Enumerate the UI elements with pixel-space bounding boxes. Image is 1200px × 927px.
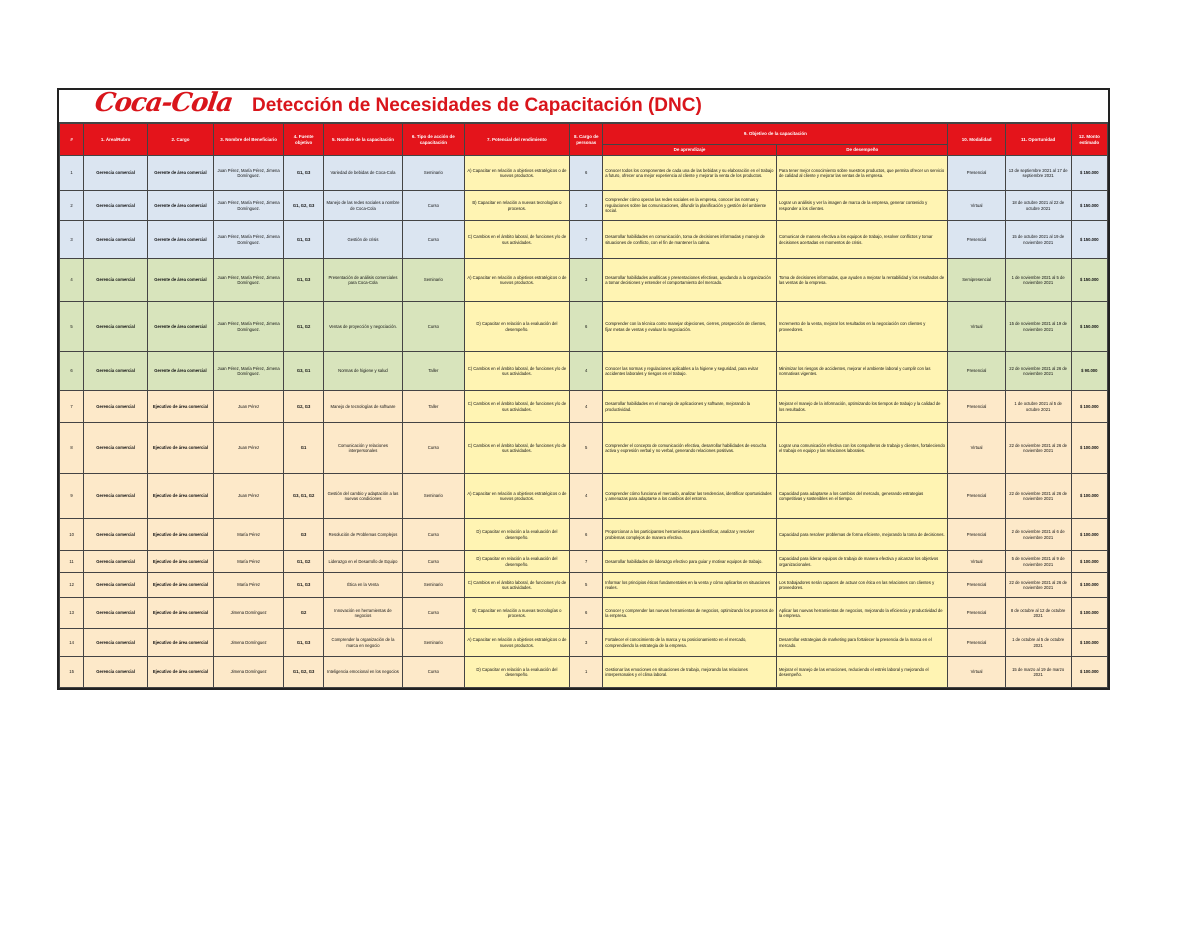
cargo-cell: Ejecutivo de área comercial xyxy=(147,598,213,629)
monto-cell: $ 150.000 xyxy=(1071,221,1107,259)
nombre-cell: Juan Pérez, María Pérez, Jimena Domínguez. xyxy=(213,221,283,259)
objetivo-desempeno-cell: Incremento de la venta, mejorar los resultados en la negociación con clientes y proveedores. xyxy=(776,302,948,352)
modalidad-cell: Presencial xyxy=(948,629,1005,657)
objetivo-desempeno-cell: Lograr una comunicación efectiva con los compañeros de trabajo y clientes, fortaleciendo el trabajo en equipo y las relaciones laborales. xyxy=(776,423,948,474)
participantes-cell: 5 xyxy=(570,573,603,598)
oportunidad-cell: 22 de noviembre 2021 al 26 de noviembre 2021 xyxy=(1005,573,1071,598)
area-cell: Gerencia comercial xyxy=(84,156,148,191)
dnc-sheet xyxy=(57,88,1110,690)
table-row xyxy=(60,551,1108,573)
num-cell: 1 xyxy=(60,156,84,191)
brand-logo: Coca-Cola xyxy=(92,88,235,118)
potencial-cell: C) Cambios en el ámbito laboral, de funciones y/o de sus actividades. xyxy=(464,391,570,423)
tipo-cell: Curso xyxy=(403,423,465,474)
num-cell: 14 xyxy=(60,629,84,657)
table-row xyxy=(60,259,1108,302)
num-cell: 10 xyxy=(60,519,84,551)
objetivo-desempeno-cell: Para tener mejor conocimiento sobre nuestros productos, que permita ofrecer un servicio de calidad al cliente y mejorar las ventas de la empresa. xyxy=(776,156,948,191)
nombre-cell: Juan Pérez, María Pérez, Jimena Domínguez. xyxy=(213,191,283,221)
header-objetivo: 9. Objetivo de la capacitación xyxy=(603,124,948,145)
participantes-cell: 1 xyxy=(570,657,603,688)
area-cell: Gerencia comercial xyxy=(84,191,148,221)
objetivo-desempeno-cell: Capacidad para resolver problemas de forma eficiente, mejorando la toma de decisiones. xyxy=(776,519,948,551)
objetivo-desempeno-cell: Mejorar el manejo de la información, optimizando los tiempos de trabajo y la calidad de los resultados. xyxy=(776,391,948,423)
objetivo-desempeno-cell: Aplicar las nuevas herramientas de negocios, mejorando la eficiencia y productividad de la empresa. xyxy=(776,598,948,629)
fuente-cell: G1, G2 xyxy=(284,551,324,573)
capacitacion-cell: Ventas de proyección y negociación. xyxy=(323,302,402,352)
header-tipo: 6. Tipo de acción de capacitación xyxy=(403,124,465,156)
monto-cell: $ 100.000 xyxy=(1071,391,1107,423)
header-obj-aprendizaje: De aprendizaje xyxy=(603,145,777,156)
table-row xyxy=(60,391,1108,423)
monto-cell: $ 100.000 xyxy=(1071,598,1107,629)
fuente-cell: G2, G3 xyxy=(284,391,324,423)
potencial-cell: C) Cambios en el ámbito laboral, de funciones y/o de sus actividades. xyxy=(464,352,570,391)
area-cell: Gerencia comercial xyxy=(84,423,148,474)
capacitacion-cell: Gestión del cambio y adaptación a las nuevas condiciones xyxy=(323,474,402,519)
objetivo-desempeno-cell: Desarrollar estrategias de marketing para fortalecer la presencia de la marca en el mercado. xyxy=(776,629,948,657)
objetivo-aprendizaje-cell: Desarrollar habilidades de liderazgo efectivo para guiar y motivar equipos de trabajo. xyxy=(603,551,777,573)
capacitacion-cell: Presentación de análisis comerciales para Coca-Cola xyxy=(323,259,402,302)
participantes-cell: 7 xyxy=(570,221,603,259)
num-cell: 12 xyxy=(60,573,84,598)
potencial-cell: B) Capacitar en relación a nuevas tecnologías o procesos. xyxy=(464,598,570,629)
objetivo-aprendizaje-cell: Informar los principios éticos fundamentales en la venta y cómo aplicarlos en situaciones reales. xyxy=(603,573,777,598)
objetivo-aprendizaje-cell: Conocer y comprender las nuevas herramientas de negocios, optimizando los procesos de la empresa. xyxy=(603,598,777,629)
cargo-cell: Ejecutivo de área comercial xyxy=(147,519,213,551)
monto-cell: $ 100.000 xyxy=(1071,423,1107,474)
oportunidad-cell: 15 de marzo al 19 de marzo 2021 xyxy=(1005,657,1071,688)
objetivo-desempeno-cell: Capacidad para adaptarse a los cambios del mercado, generando estrategias competitivas y sostenibles en el tiempo. xyxy=(776,474,948,519)
header-area: 1. Área/Rubro xyxy=(84,124,148,156)
monto-cell: $ 90.000 xyxy=(1071,352,1107,391)
oportunidad-cell: 8 de octubre al 12 de octubre 2021 xyxy=(1005,598,1071,629)
objetivo-aprendizaje-cell: Comprender el concepto de comunicación efectiva, desarrollar habilidades de escucha activa y expresión verbal y no verbal, generando relaciones positivas. xyxy=(603,423,777,474)
num-cell: 5 xyxy=(60,302,84,352)
nombre-cell: Juan Pérez, María Pérez, Jimena Domínguez. xyxy=(213,156,283,191)
table-row xyxy=(60,302,1108,352)
table-row xyxy=(60,629,1108,657)
num-cell: 8 xyxy=(60,423,84,474)
nombre-cell: Jimena Domínguez xyxy=(213,598,283,629)
oportunidad-cell: 2 de noviembre 2021 al 6 de noviembre 2021 xyxy=(1005,519,1071,551)
oportunidad-cell: 5 de noviembre 2021 al 9 de noviembre 2021 xyxy=(1005,551,1071,573)
nombre-cell: Jimena Domínguez xyxy=(213,657,283,688)
nombre-cell: Juan Pérez xyxy=(213,474,283,519)
objetivo-aprendizaje-cell: Fortalecer el conocimiento de la marca y su posicionamiento en el mercado, comprendiendo la estrategia de la empresa. xyxy=(603,629,777,657)
tipo-cell: Seminario xyxy=(403,629,465,657)
table-row xyxy=(60,657,1108,688)
capacitacion-cell: Variedad de bebidas de Coca-Cola xyxy=(323,156,402,191)
participantes-cell: 6 xyxy=(570,156,603,191)
capacitacion-cell: Comprender la organización de la marca en negocio xyxy=(323,629,402,657)
tipo-cell: Curso xyxy=(403,519,465,551)
capacitacion-cell: Gestión de crisis xyxy=(323,221,402,259)
participantes-cell: 4 xyxy=(570,474,603,519)
objetivo-desempeno-cell: Mejorar el manejo de las emociones, reduciendo el estrés laboral y mejorando el desempeño. xyxy=(776,657,948,688)
table-row xyxy=(60,352,1108,391)
modalidad-cell: Virtual xyxy=(948,302,1005,352)
fuente-cell: G1 xyxy=(284,423,324,474)
header-capacitacion: 5. Nombre de la capacitación xyxy=(323,124,402,156)
tipo-cell: Curso xyxy=(403,598,465,629)
participantes-cell: 4 xyxy=(570,352,603,391)
potencial-cell: D) Capacitar en relación a la evaluación del desempeño. xyxy=(464,519,570,551)
objetivo-aprendizaje-cell: Desarrollar habilidades en comunicación, toma de decisiones informadas y manejo de situaciones de conflicto, con el fin de mantener la calma. xyxy=(603,221,777,259)
cargo-cell: Gerente de área comercial xyxy=(147,191,213,221)
tipo-cell: Curso xyxy=(403,302,465,352)
capacitacion-cell: Comunicación y relaciones interpersonales xyxy=(323,423,402,474)
participantes-cell: 6 xyxy=(570,519,603,551)
tipo-cell: Curso xyxy=(403,551,465,573)
potencial-cell: C) Cambios en el ámbito laboral, de funciones y/o de sus actividades. xyxy=(464,573,570,598)
oportunidad-cell: 15 de octubre 2021 al 19 de noviembre 2021 xyxy=(1005,221,1071,259)
cargo-cell: Gerente de área comercial xyxy=(147,221,213,259)
objetivo-desempeno-cell: Los trabajadores serán capaces de actuar con ética en las relaciones con clientes y proveedores. xyxy=(776,573,948,598)
participantes-cell: 6 xyxy=(570,598,603,629)
monto-cell: $ 100.000 xyxy=(1071,519,1107,551)
capacitacion-cell: Inteligencia emocional en los negocios xyxy=(323,657,402,688)
table-row xyxy=(60,221,1108,259)
potencial-cell: B) Capacitar en relación a nuevas tecnologías o procesos. xyxy=(464,191,570,221)
objetivo-aprendizaje-cell: Gestionar las emociones en situaciones de trabajo, mejorando las relaciones interpersonales y el clima laboral. xyxy=(603,657,777,688)
nombre-cell: María Pérez xyxy=(213,519,283,551)
objetivo-desempeno-cell: Toma de decisiones informadas, que ayuden a mejorar la rentabilidad y los resultados de las ventas de la empresa. xyxy=(776,259,948,302)
monto-cell: $ 100.000 xyxy=(1071,551,1107,573)
nombre-cell: María Pérez xyxy=(213,573,283,598)
fuente-cell: G1, G2 xyxy=(284,302,324,352)
fuente-cell: G1, G3 xyxy=(284,259,324,302)
modalidad-cell: Presencial xyxy=(948,156,1005,191)
cargo-cell: Ejecutivo de área comercial xyxy=(147,573,213,598)
modalidad-cell: Presencial xyxy=(948,573,1005,598)
num-cell: 4 xyxy=(60,259,84,302)
modalidad-cell: Presencial xyxy=(948,519,1005,551)
header-fuente: 4. Fuente objetivo xyxy=(284,124,324,156)
fuente-cell: G1, G3 xyxy=(284,573,324,598)
objetivo-aprendizaje-cell: Conocer todos los componentes de cada una de las bebidas y su elaboración en el trabajo a futuro, ofrecer una mejor experiencia al cliente y mejorar la venta de los productos. xyxy=(603,156,777,191)
num-cell: 7 xyxy=(60,391,84,423)
monto-cell: $ 100.000 xyxy=(1071,573,1107,598)
oportunidad-cell: 1 de octubre 2021 al 5 de octubre 2021 xyxy=(1005,391,1071,423)
capacitacion-cell: Normas de higiene y salud xyxy=(323,352,402,391)
oportunidad-cell: 22 de noviembre 2021 al 26 de noviembre 2021 xyxy=(1005,352,1071,391)
monto-cell: $ 150.000 xyxy=(1071,191,1107,221)
header-obj-desempeno: De desempeño xyxy=(776,145,948,156)
modalidad-cell: Virtual xyxy=(948,551,1005,573)
area-cell: Gerencia comercial xyxy=(84,519,148,551)
tipo-cell: Seminario xyxy=(403,156,465,191)
monto-cell: $ 150.000 xyxy=(1071,259,1107,302)
title-bar xyxy=(59,90,1108,123)
capacitacion-cell: Liderazgo en el Desarrollo de Equipo xyxy=(323,551,402,573)
cargo-cell: Gerente de área comercial xyxy=(147,352,213,391)
potencial-cell: A) Capacitar en relación a objetivos estratégicos o de nuevos productos. xyxy=(464,629,570,657)
potencial-cell: D) Capacitar en relación a la evaluación del desempeño. xyxy=(464,551,570,573)
table-row xyxy=(60,573,1108,598)
dnc-table xyxy=(59,123,1108,688)
area-cell: Gerencia comercial xyxy=(84,598,148,629)
objetivo-aprendizaje-cell: Comprender cómo funciona el mercado, analizar las tendencias, identificar oportunidades y amenazas para adaptarse a los cambios del entorno. xyxy=(603,474,777,519)
cargo-cell: Ejecutivo de área comercial xyxy=(147,423,213,474)
cargo-cell: Gerente de área comercial xyxy=(147,259,213,302)
area-cell: Gerencia comercial xyxy=(84,221,148,259)
participantes-cell: 3 xyxy=(570,629,603,657)
num-cell: 6 xyxy=(60,352,84,391)
modalidad-cell: Virtual xyxy=(948,191,1005,221)
tipo-cell: Seminario xyxy=(403,259,465,302)
participantes-cell: 6 xyxy=(570,302,603,352)
objetivo-aprendizaje-cell: Conocer las normas y regulaciones aplicables a la higiene y seguridad, para evitar accidentes laborales y riesgos en el trabajo. xyxy=(603,352,777,391)
table-row xyxy=(60,423,1108,474)
potencial-cell: D) Capacitar en relación a la evaluación del desempeño. xyxy=(464,657,570,688)
tipo-cell: Curso xyxy=(403,657,465,688)
monto-cell: $ 100.000 xyxy=(1071,629,1107,657)
header-potencial: 7. Potencial del rendimiento xyxy=(464,124,570,156)
area-cell: Gerencia comercial xyxy=(84,551,148,573)
objetivo-aprendizaje-cell: Comprender cómo operan las redes sociales en la empresa, conocer las normas y regulaciones sobre las comunicaciones, difundir la planificación y gestión del ambiente social. xyxy=(603,191,777,221)
capacitacion-cell: Manejo de tecnologías de software xyxy=(323,391,402,423)
header-cargo: 2. Cargo xyxy=(147,124,213,156)
potencial-cell: A) Capacitar en relación a objetivos estratégicos o de nuevos productos. xyxy=(464,259,570,302)
objetivo-aprendizaje-cell: Desarrollar habilidades analíticas y presentaciones efectivas, ayudando a la organización a tomar decisiones y entender el comportamiento del mercado. xyxy=(603,259,777,302)
table-row xyxy=(60,598,1108,629)
tipo-cell: Curso xyxy=(403,191,465,221)
fuente-cell: G1, G3 xyxy=(284,156,324,191)
participantes-cell: 3 xyxy=(570,191,603,221)
monto-cell: $ 150.000 xyxy=(1071,302,1107,352)
nombre-cell: María Pérez xyxy=(213,551,283,573)
modalidad-cell: Presencial xyxy=(948,391,1005,423)
cargo-cell: Gerente de área comercial xyxy=(147,302,213,352)
tipo-cell: Taller xyxy=(403,391,465,423)
potencial-cell: C) Cambios en el ámbito laboral, de funciones y/o de sus actividades. xyxy=(464,423,570,474)
fuente-cell: G3, G1, G2 xyxy=(284,474,324,519)
monto-cell: $ 100.000 xyxy=(1071,474,1107,519)
objetivo-aprendizaje-cell: Desarrollar habilidades en el manejo de aplicaciones y software, mejorando la productividad. xyxy=(603,391,777,423)
fuente-cell: G1, G3 xyxy=(284,221,324,259)
participantes-cell: 3 xyxy=(570,259,603,302)
monto-cell: $ 100.000 xyxy=(1071,657,1107,688)
header-nombre: 3. Nombre del Beneficiario xyxy=(213,124,283,156)
area-cell: Gerencia comercial xyxy=(84,657,148,688)
cargo-cell: Ejecutivo de área comercial xyxy=(147,629,213,657)
page-title: Detección de Necesidades de Capacitación (DNC) xyxy=(252,95,702,116)
area-cell: Gerencia comercial xyxy=(84,474,148,519)
cargo-cell: Ejecutivo de área comercial xyxy=(147,474,213,519)
header-num: # xyxy=(60,124,84,156)
fuente-cell: G2 xyxy=(284,598,324,629)
area-cell: Gerencia comercial xyxy=(84,629,148,657)
cargo-cell: Gerente de área comercial xyxy=(147,156,213,191)
header-monto: 12. Monto estimado xyxy=(1071,124,1107,156)
fuente-cell: G3 xyxy=(284,519,324,551)
cargo-cell: Ejecutivo de área comercial xyxy=(147,391,213,423)
oportunidad-cell: 22 de noviembre 2021 al 26 de noviembre 2021 xyxy=(1005,474,1071,519)
capacitacion-cell: Innovación en herramientas de negocios xyxy=(323,598,402,629)
header-modalidad: 10. Modalidad xyxy=(948,124,1005,156)
cargo-cell: Ejecutivo de área comercial xyxy=(147,657,213,688)
table-row xyxy=(60,519,1108,551)
oportunidad-cell: 1 de noviembre 2021 al 5 de noviembre 2021 xyxy=(1005,259,1071,302)
potencial-cell: A) Capacitar en relación a objetivos estratégicos o de nuevos productos. xyxy=(464,156,570,191)
table-row xyxy=(60,156,1108,191)
oportunidad-cell: 22 de noviembre 2021 al 26 de noviembre 2021 xyxy=(1005,423,1071,474)
modalidad-cell: Presencial xyxy=(948,598,1005,629)
area-cell: Gerencia comercial xyxy=(84,302,148,352)
capacitacion-cell: Ética en la Venta xyxy=(323,573,402,598)
fuente-cell: G1, G2, G3 xyxy=(284,657,324,688)
objetivo-desempeno-cell: Capacidad para liderar equipos de trabajo de manera efectiva y alcanzar los objetivos organizacionales. xyxy=(776,551,948,573)
objetivo-aprendizaje-cell: Comprender con la técnica como manejar objeciones, cierres, prospección de clientes, fijar metas de ventas y evaluar la negociación. xyxy=(603,302,777,352)
oportunidad-cell: 18 de octubre 2021 al 22 de octubre 2021 xyxy=(1005,191,1071,221)
objetivo-desempeno-cell: Comunicar de manera efectiva a los equipos de trabajo, resolver conflictos y tomar decisiones acertadas en momentos de crisis. xyxy=(776,221,948,259)
nombre-cell: Juan Pérez, María Pérez, Jimena Domínguez. xyxy=(213,259,283,302)
objetivo-desempeno-cell: Lograr un análisis y ver la imagen de marca de la empresa, generar contenido y responder a los clientes. xyxy=(776,191,948,221)
num-cell: 3 xyxy=(60,221,84,259)
oportunidad-cell: 15 de noviembre 2021 al 19 de noviembre 2021 xyxy=(1005,302,1071,352)
monto-cell: $ 150.000 xyxy=(1071,156,1107,191)
nombre-cell: Jimena Domínguez xyxy=(213,629,283,657)
modalidad-cell: Virtual xyxy=(948,657,1005,688)
tipo-cell: Seminario xyxy=(403,573,465,598)
potencial-cell: D) Capacitar en relación a la evaluación del desempeño. xyxy=(464,302,570,352)
modalidad-cell: Presencial xyxy=(948,352,1005,391)
tipo-cell: Curso xyxy=(403,221,465,259)
oportunidad-cell: 13 de septiembre 2021 al 17 de septiembre 2021 xyxy=(1005,156,1071,191)
num-cell: 15 xyxy=(60,657,84,688)
potencial-cell: A) Capacitar en relación a objetivos estratégicos o de nuevos productos. xyxy=(464,474,570,519)
num-cell: 13 xyxy=(60,598,84,629)
fuente-cell: G1, G3 xyxy=(284,629,324,657)
objetivo-desempeno-cell: Minimizar los riesgos de accidentes, mejorar el ambiente laboral y cumplir con las normativas vigentes. xyxy=(776,352,948,391)
area-cell: Gerencia comercial xyxy=(84,573,148,598)
modalidad-cell: Presencial xyxy=(948,474,1005,519)
potencial-cell: C) Cambios en el ámbito laboral, de funciones y/o de sus actividades. xyxy=(464,221,570,259)
fuente-cell: G3, G1 xyxy=(284,352,324,391)
nombre-cell: Juan Pérez, María Pérez, Jimena Domínguez. xyxy=(213,302,283,352)
header-oportunidad: 11. Oportunidad xyxy=(1005,124,1071,156)
area-cell: Gerencia comercial xyxy=(84,259,148,302)
fuente-cell: G1, G2, G3 xyxy=(284,191,324,221)
header-participantes: 8. Cargo de personas xyxy=(570,124,603,156)
num-cell: 2 xyxy=(60,191,84,221)
capacitacion-cell: Resolución de Problemas Complejos xyxy=(323,519,402,551)
objetivo-aprendizaje-cell: Proporcionar a los participantes herramientas para identificar, analizar y resolver problemas complejos de manera efectiva. xyxy=(603,519,777,551)
cargo-cell: Ejecutivo de área comercial xyxy=(147,551,213,573)
nombre-cell: Juan Pérez, María Pérez, Jimena Domínguez. xyxy=(213,352,283,391)
modalidad-cell: Presencial xyxy=(948,221,1005,259)
modalidad-cell: Semipresencial xyxy=(948,259,1005,302)
area-cell: Gerencia comercial xyxy=(84,391,148,423)
table-row xyxy=(60,191,1108,221)
nombre-cell: Juan Pérez xyxy=(213,423,283,474)
tipo-cell: Taller xyxy=(403,352,465,391)
tipo-cell: Seminario xyxy=(403,474,465,519)
participantes-cell: 5 xyxy=(570,423,603,474)
oportunidad-cell: 1 de octubre al 5 de octubre 2021 xyxy=(1005,629,1071,657)
num-cell: 9 xyxy=(60,474,84,519)
modalidad-cell: Virtual xyxy=(948,423,1005,474)
participantes-cell: 7 xyxy=(570,551,603,573)
nombre-cell: Juan Pérez xyxy=(213,391,283,423)
num-cell: 11 xyxy=(60,551,84,573)
participantes-cell: 4 xyxy=(570,391,603,423)
table-row xyxy=(60,474,1108,519)
capacitacion-cell: Manejo de las redes sociales a nombre de Coca-Cola xyxy=(323,191,402,221)
area-cell: Gerencia comercial xyxy=(84,352,148,391)
